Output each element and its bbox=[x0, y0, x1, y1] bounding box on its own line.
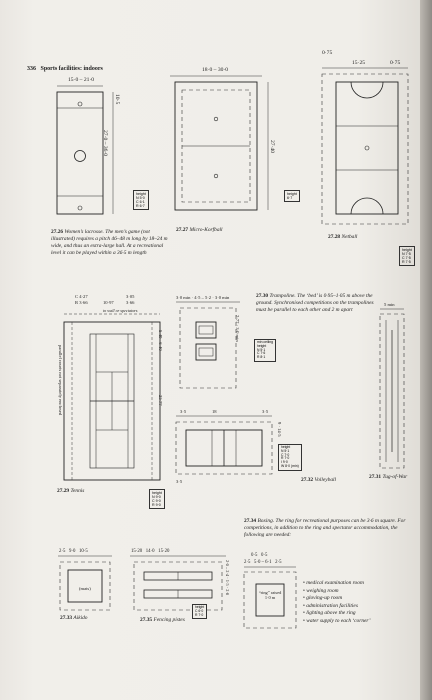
tennis-dim-side: 23·77 bbox=[158, 395, 163, 406]
trampoline-dim-top: 3·0 min · 4·5 – 5·2 · 3·0 min bbox=[176, 295, 230, 300]
caption-fencing: 27.35 Fencing pistes bbox=[140, 617, 185, 623]
list-item: • medical examination room bbox=[303, 580, 371, 588]
volleyball-dim-a: 3·5 bbox=[180, 409, 187, 414]
tennis-dim-c: 10·97 bbox=[103, 300, 114, 305]
caption-korfball: 27.27 Micro-Korfball bbox=[176, 227, 223, 233]
list-item: • water supply to each ‘corner’ bbox=[303, 618, 371, 626]
volleyball-dim-b: 18 bbox=[212, 409, 217, 414]
aikido-dims: 2·5 9·0 10·5 bbox=[59, 549, 88, 554]
fencing-height-box: height C 6·0 R 7·0 bbox=[192, 604, 207, 619]
caption-boxing: 27.34 Boxing. The ring for recreational purposes can be 3·6 m square. For competitions, in addition to the ring and spectator accommodation, the following are needed: bbox=[244, 518, 406, 538]
tugofwar-dim-top: 5 min bbox=[384, 302, 395, 307]
netball-dim-top-left: 0·75 bbox=[322, 50, 333, 56]
tennis-dim-mid: 5·49 · 6·40 bbox=[158, 330, 163, 351]
list-item: • lighting above the ring bbox=[303, 610, 371, 618]
caption-lacrosse: 27.26 Women’s lacrosse. The men’s game (not illustrated) requires a pitch 46–48 m long by 18–24 m wide, and thus an extra-large hall. At a recreational level it can be played within a 36·5 m length bbox=[51, 229, 168, 256]
caption-netball: 27.28 Netball bbox=[328, 234, 358, 240]
list-item: • weighing room bbox=[303, 588, 371, 596]
caption-volleyball: 27.32 Volleyball bbox=[301, 477, 337, 483]
boxing-ring-label: “ring” raised 1·0 m bbox=[258, 590, 282, 601]
lacrosse-height-box: height N 5·0 C 6·1 R 6·7 bbox=[133, 190, 149, 210]
volleyball-dim-c2: 3·5 bbox=[176, 479, 183, 484]
netball-dim-top-mid: 15·25 bbox=[352, 60, 366, 66]
tennis-dim-d: 3·05 bbox=[126, 294, 135, 299]
volleyball-height-box: height N 5·1 C 7·0 R 7·0 I 9·0 W 8·0 (min) bbox=[278, 444, 302, 471]
trampoline-dim-side: 2·77 · 3·0 min bbox=[235, 315, 240, 342]
boxing-dims-mid: 2·5 5·0 – 6·1 2·5 bbox=[244, 560, 282, 565]
tennis-dim-a: C 4·27 bbox=[75, 294, 88, 299]
tennis-dim-b: R 3·66 bbox=[75, 300, 88, 305]
korfball-height-box: height 6·7 bbox=[284, 190, 300, 202]
running-title: Sports facilities: indoors bbox=[40, 66, 103, 72]
trampoline-height-box: min ceiling height N 5·1 C 7·6 R 8·1 bbox=[254, 339, 276, 362]
lacrosse-dim-top: 15·0 – 21·0 bbox=[68, 77, 95, 83]
korfball-dim-side: 27·40 bbox=[269, 140, 275, 154]
fencing-dim-side: 2·0 – 2·4 · 1·5 · 2·0 bbox=[225, 560, 230, 596]
caption-tennis: 27.29 Tennis bbox=[57, 488, 85, 494]
list-item: • administration facilities bbox=[303, 603, 371, 611]
korfball-dim-top: 18·0 – 30·0 bbox=[202, 67, 229, 73]
page-number: 336 bbox=[27, 66, 36, 72]
lacrosse-dim-goal: 10·5 bbox=[114, 94, 120, 105]
caption-tugofwar: 27.31 Tug-of-War bbox=[369, 474, 408, 480]
fencing-dims: 15·20 14·0 15·20 bbox=[131, 549, 170, 554]
caption-aikido: 27.33 Aikido bbox=[60, 615, 88, 621]
netball-height-box: height N 7·5 C 7·5 R 7·5 bbox=[399, 246, 415, 266]
list-item: • gloving-up room bbox=[303, 595, 371, 603]
netball-dim-top-right: 0·75 bbox=[390, 60, 401, 66]
boxing-requirements-list bbox=[303, 580, 371, 626]
tennis-height-box: height N 9·0 C 9·0 R 9·0 bbox=[149, 489, 165, 509]
volleyball-dim-side: 9 · 14·5 bbox=[277, 422, 282, 437]
tennis-side-text: parallel courts not separately enclosed bbox=[58, 345, 63, 416]
tennis-dim-e: 3·66 bbox=[126, 300, 135, 305]
boxing-dims-top: 0·5 0·5 bbox=[251, 553, 268, 558]
caption-trampoline: 27.30 Trampoline. The ‘bed’ is 0·95–1·05 m above the ground. Synchronised competitions on the trampolines must be parallel to each other and 2 m apart bbox=[256, 293, 374, 313]
aikido-mats-label: (mats) bbox=[79, 586, 91, 591]
tennis-wall-note: to wall or spectators bbox=[103, 308, 138, 313]
volleyball-dim-c: 3·5 bbox=[262, 409, 269, 414]
lacrosse-dim-side: 27·0 – 36·0 bbox=[102, 130, 108, 157]
